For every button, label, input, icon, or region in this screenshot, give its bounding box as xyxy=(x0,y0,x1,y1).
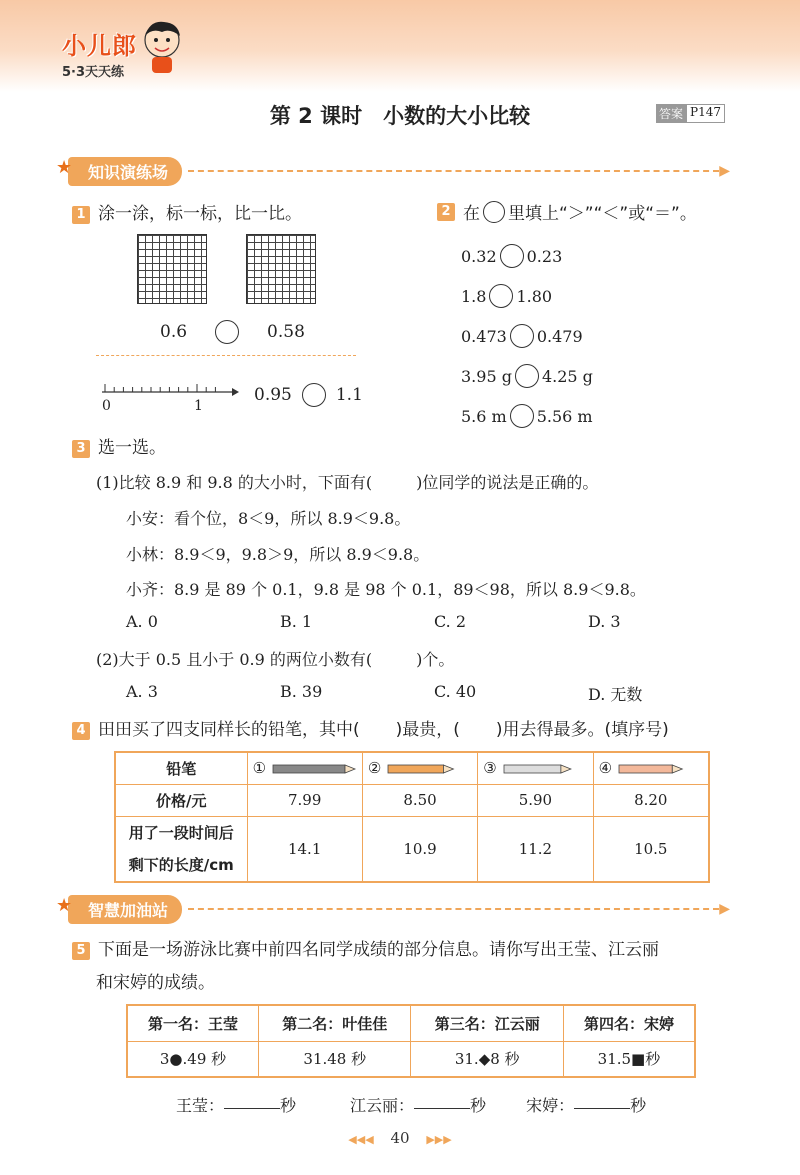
q2-right: 1.80 xyxy=(516,286,553,306)
q2-text-a: 在 xyxy=(463,204,480,224)
q3-options-1 xyxy=(126,612,742,631)
q3-options-2 xyxy=(126,682,742,705)
q1-right-value: 0.58 xyxy=(267,322,305,342)
time-cell: 31.◆8 秒 xyxy=(411,1041,563,1077)
q3-part2-text-b: )个。 xyxy=(416,650,455,669)
q4-prompt xyxy=(72,715,669,740)
price-cell: 8.50 xyxy=(362,784,477,816)
q3-option[interactable]: B. 1 xyxy=(280,612,313,631)
q2-list xyxy=(461,236,593,436)
answer-label-1: 王莹： xyxy=(176,1096,225,1115)
length-cell: 14.1 xyxy=(247,816,362,882)
unit: 秒 xyxy=(630,1096,647,1115)
length-cell: 10.5 xyxy=(593,816,709,882)
q5-text-2: 和宋婷的成绩。 xyxy=(96,973,215,993)
q1-divider xyxy=(96,355,356,356)
prev-arrows-icon: ◀◀◀ xyxy=(348,1133,374,1146)
rank-head: 第三名：江云丽 xyxy=(411,1005,563,1041)
q2-answer-circle[interactable] xyxy=(489,284,513,308)
pencil-body xyxy=(619,765,672,773)
q2-right: 0.23 xyxy=(526,246,563,266)
q2-left: 3.95 g xyxy=(461,366,512,386)
circle-icon xyxy=(483,201,505,223)
pencil-cell: ④ xyxy=(593,752,709,784)
q2-item xyxy=(461,316,593,356)
time-cell: 31.48 秒 xyxy=(259,1041,411,1077)
mascot-icon xyxy=(140,18,184,76)
q2-left: 5.6 m xyxy=(461,406,507,426)
time-cell: 3●.49 秒 xyxy=(127,1041,259,1077)
q3-option[interactable]: C. 40 xyxy=(434,682,477,701)
length-cell: 10.9 xyxy=(362,816,477,882)
pencil-icon xyxy=(617,763,703,775)
section-practice: ★ 知识演练场 ▶ xyxy=(68,156,730,186)
unit: 秒 xyxy=(280,1096,297,1115)
pencil-tip xyxy=(444,765,454,773)
q4-number: 4 xyxy=(72,722,90,740)
q2-item xyxy=(461,396,593,436)
q2-item xyxy=(461,356,593,396)
q3-option[interactable]: D. 无数 xyxy=(588,685,643,704)
row-head-length: 用了一段时间后 剩下的长度/cm xyxy=(115,816,247,882)
axis-label-zero: 0 xyxy=(102,398,111,414)
hundred-grid-right[interactable] xyxy=(246,234,316,304)
pencil-tip xyxy=(672,765,682,773)
time-cell: 31.5■秒 xyxy=(563,1041,695,1077)
pencil-cell: ① xyxy=(247,752,362,784)
q2-right: 5.56 m xyxy=(536,406,593,426)
rank-head: 第四名：宋婷 xyxy=(563,1005,695,1041)
lesson-title: 第 2 课时 小数的大小比较 xyxy=(269,104,531,128)
page-number: 40 xyxy=(390,1129,410,1147)
logo xyxy=(62,26,137,80)
q2-number: 2 xyxy=(437,203,455,221)
q1-prompt xyxy=(72,199,302,224)
q2-right: 0.479 xyxy=(536,326,583,346)
section-challenge-label: ★ 智慧加油站 xyxy=(68,895,182,924)
q4-text-c: )用去得最多。(填序号) xyxy=(495,720,669,740)
answer-page: P147 xyxy=(686,104,725,123)
q2-left: 1.8 xyxy=(461,286,487,306)
q1-line-left: 0.95 xyxy=(254,385,292,405)
q1-line-right: 1.1 xyxy=(335,385,363,405)
q3-statement-2: 小林：8.9＜9，9.8＞9，所以 8.9＜9.8。 xyxy=(126,545,430,564)
axis-label-one: 1 xyxy=(194,398,203,414)
q1-left-value: 0.6 xyxy=(160,322,188,342)
q2-answer-circle[interactable] xyxy=(500,244,524,268)
q5-text-1: 下面是一场游泳比赛中前四名同学成绩的部分信息。请你写出王莹、江云丽 xyxy=(98,940,659,960)
q4-text-a: 田田买了四支同样长的铅笔，其中( xyxy=(98,720,360,740)
rank-head: 第二名：叶佳佳 xyxy=(259,1005,411,1041)
answer-blank-1[interactable] xyxy=(224,1093,280,1109)
q3-part2-text-a: (2)大于 0.5 且小于 0.9 的两位小数有( xyxy=(96,650,373,669)
pencil-icon xyxy=(271,763,357,775)
q2-left: 0.473 xyxy=(461,326,507,346)
q2-item xyxy=(461,236,593,276)
q5-prompt xyxy=(72,935,659,960)
logo-text: 小儿郎 xyxy=(62,32,137,60)
swim-results-table xyxy=(126,1004,696,1078)
pencil-tip xyxy=(345,765,355,773)
q2-item xyxy=(461,276,593,316)
q2-answer-circle[interactable] xyxy=(510,324,534,348)
price-cell: 8.20 xyxy=(593,784,709,816)
q1-text: 涂一涂，标一标，比一比。 xyxy=(98,204,302,224)
q3-statement-3: 小齐：8.9 是 89 个 0.1，9.8 是 98 个 0.1，89＜98，所以 8.9＜9.8。 xyxy=(126,580,646,599)
price-cell: 5.90 xyxy=(478,784,593,816)
pencil-tip xyxy=(560,765,570,773)
next-arrows-icon: ▶▶▶ xyxy=(426,1133,452,1146)
answer-label: 答案 xyxy=(656,104,686,123)
length-cell: 11.2 xyxy=(478,816,593,882)
answer-blank-2[interactable] xyxy=(414,1093,470,1109)
page-footer xyxy=(0,1129,800,1147)
q4-text-b: )最贵，( xyxy=(395,720,460,740)
q3-part1-text-b: )位同学的说法是正确的。 xyxy=(416,473,599,492)
q3-part1-text-a: (1)比较 8.9 和 9.8 的大小时，下面有( xyxy=(96,473,373,492)
q3-option[interactable]: A. 0 xyxy=(126,612,158,631)
q5-number: 5 xyxy=(72,942,90,960)
pencil-table xyxy=(114,751,710,883)
section-practice-label: ★ 知识演练场 xyxy=(68,157,182,186)
q2-prompt xyxy=(437,199,697,224)
q1-answer-circle-1[interactable] xyxy=(215,320,239,344)
q2-right: 4.25 g xyxy=(541,366,593,386)
pencil-cell: ② xyxy=(362,752,477,784)
pencil-body xyxy=(388,765,443,773)
pencil-icon xyxy=(386,763,472,775)
q1-answer-circle-2[interactable] xyxy=(302,383,326,407)
q3-option[interactable]: C. 2 xyxy=(434,612,467,631)
q1-number: 1 xyxy=(72,206,90,224)
hundred-grid-left[interactable] xyxy=(137,234,207,304)
number-line[interactable] xyxy=(100,378,240,414)
q2-answer-circle[interactable] xyxy=(510,404,534,428)
q2-left: 0.32 xyxy=(461,246,497,266)
q3-part2 xyxy=(96,647,454,670)
q3-option[interactable]: A. 3 xyxy=(126,682,158,701)
unit: 秒 xyxy=(470,1096,487,1115)
section-challenge: ★ 智慧加油站 ▶ xyxy=(68,894,730,924)
q2-text-b: 里填上“＞”“＜”或“＝”。 xyxy=(508,204,697,224)
answer-reference xyxy=(656,104,725,123)
pencil-icon xyxy=(502,763,588,775)
q1-compare-line xyxy=(254,383,363,407)
q3-option[interactable]: D. 3 xyxy=(588,612,621,631)
series-text: 5·3天天练 xyxy=(62,65,125,80)
pencil-body xyxy=(273,765,345,773)
q5-answers xyxy=(176,1093,646,1116)
q1-compare-grid xyxy=(160,320,305,344)
q3-option[interactable]: B. 39 xyxy=(280,682,323,701)
q3-number: 3 xyxy=(72,440,90,458)
q2-answer-circle[interactable] xyxy=(515,364,539,388)
answer-blank-3[interactable] xyxy=(574,1093,630,1109)
rank-head: 第一名：王莹 xyxy=(127,1005,259,1041)
pencil-cell: ③ xyxy=(478,752,593,784)
row-head-pencil: 铅笔 xyxy=(115,752,247,784)
answer-label-3: 宋婷： xyxy=(526,1096,575,1115)
price-cell: 7.99 xyxy=(247,784,362,816)
q3-prompt xyxy=(72,433,166,458)
pencil-body xyxy=(504,765,561,773)
row-head-price: 价格/元 xyxy=(115,784,247,816)
q3-text: 选一选。 xyxy=(98,438,166,458)
answer-label-2: 江云丽： xyxy=(350,1096,415,1115)
q3-statement-1: 小安：看个位，8＜9，所以 8.9＜9.8。 xyxy=(126,509,411,528)
q3-part1 xyxy=(96,470,598,493)
